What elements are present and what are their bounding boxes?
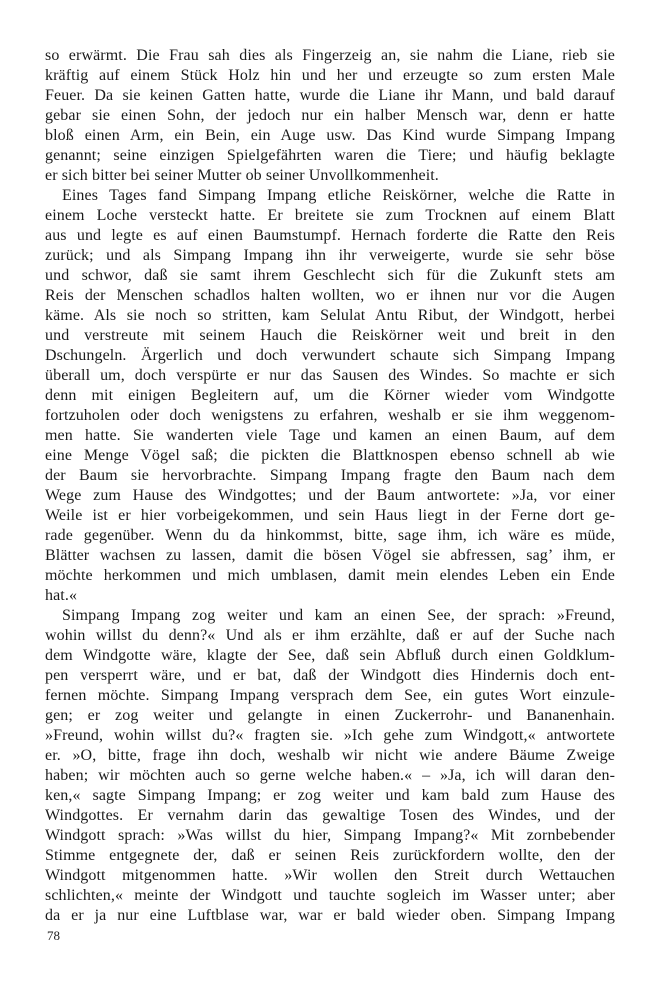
- text-line: Windgott mitgenommen hatte. »Wir wollen den Streit durch Wettauchen: [45, 867, 615, 884]
- text-line: Stimme entgegnete der, daß er seinen Reis zurückfordern wollte, den der: [45, 847, 615, 864]
- text-line: fortzuholen oder doch wenigstens zu erfahren, weshalb er sie ihm weggenom-: [45, 407, 615, 424]
- text-line: möchte herkommen und mich umblasen, damit mein elendes Leben ein Ende: [45, 567, 615, 584]
- text-line: Blätter wachsen zu lassen, damit die bösen Vögel sie abfressen, sag’ ihm, er: [45, 547, 615, 564]
- text-line: Dschungeln. Ärgerlich und doch verwundert schaute sich Simpang Impang: [45, 347, 615, 364]
- text-line: pen versperrt wäre, und er bat, daß der Windgott dies Hindernis doch ent-: [45, 667, 615, 684]
- text-line: rade gegenüber. Wenn du da hinkommst, bitte, sage ihm, ich wäre es müde,: [45, 527, 615, 544]
- text-line: gen; er zog weiter und gelangte in einen Zuckerrohr- und Bananenhain.: [45, 707, 615, 724]
- text-line: Wege zum Hause des Windgottes; und der Baum antwortete: »Ja, vor einer: [45, 487, 615, 504]
- text-line: gebar sie einen Sohn, der jedoch nur ein halber Mensch war, denn er hatte: [45, 107, 615, 124]
- text-line: einem Loche versteckt hatte. Er breitete sie zum Trocknen auf einem Blatt: [45, 207, 615, 224]
- text-line: der Baum sie hervorbrachte. Simpang Impang fragte den Baum nach dem: [45, 467, 615, 484]
- text-line: überall um, doch verspürte er nur das Sausen des Windes. So machte er sich: [45, 367, 615, 384]
- text-line: Eines Tages fand Simpang Impang etliche Reiskörner, welche die Ratte in: [62, 187, 615, 204]
- text-line: bloß einen Arm, ein Bein, ein Auge usw. Das Kind wurde Simpang Impang: [45, 127, 615, 144]
- text-line: schlichten,« meinte der Windgott und tauchte sogleich im Wasser unter; aber: [45, 887, 615, 904]
- text-line: er sich bitter bei seiner Mutter ob seiner Unvollkommenheit.: [45, 167, 439, 184]
- body-text: [45, 46, 615, 926]
- text-line: er. »O, bitte, frage ihn doch, weshalb wir nicht wie andere Bäume Zweige: [45, 747, 615, 764]
- text-line: und verstreute mit seinem Hauch die Reiskörner weit und breit in den: [45, 327, 615, 344]
- text-line: ken,« sagte Simpang Impang; er zog weiter und kam bald zum Hause des: [45, 787, 615, 804]
- text-line: und schwor, daß sie samt ihrem Geschlecht sich für die Zukunft stets am: [45, 267, 615, 284]
- text-line: käme. Als sie noch so stritten, kam Selulat Antu Ribut, der Windgott, herbei: [45, 307, 615, 324]
- text-line: wohin willst du denn?« Und als er ihm erzählte, daß er auf der Suche nach: [45, 627, 615, 644]
- text-line: zurück; und als Simpang Impang ihn ihr verweigerte, wurde sie sehr böse: [45, 247, 615, 264]
- text-line: denn mit einigen Begleitern auf, um die Körner wieder vom Windgotte: [45, 387, 615, 404]
- text-line: »Freund, wohin willst du?« fragten sie. »Ich gehe zum Windgott,« antwortete: [45, 727, 615, 744]
- text-line: hat.«: [45, 587, 78, 604]
- text-line: eine Menge Vögel saß; die pickten die Blattknospen ebenso schnell ab wie: [45, 447, 615, 464]
- text-line: Windgottes. Er vernahm darin das gewaltige Tosen des Windes, und der: [45, 807, 615, 824]
- text-line: Simpang Impang zog weiter und kam an einen See, der sprach: »Freund,: [62, 607, 615, 624]
- text-line: haben; wir möchten auch so gerne welche haben.« – »Ja, ich will daran den-: [45, 767, 615, 784]
- text-line: kräftig auf einem Stück Holz hin und her und erzeugte so zum ersten Male: [45, 67, 615, 84]
- text-line: dem Windgotte wäre, klagte der See, daß sein Abfluß durch einen Goldklum-: [45, 647, 615, 664]
- text-line: Feuer. Da sie keinen Gatten hatte, wurde die Liane ihr Mann, und bald darauf: [45, 87, 615, 104]
- text-line: fernen möchte. Simpang Impang versprach dem See, ein gutes Wort einzule-: [45, 687, 615, 704]
- text-line: Reis der Menschen schadlos halten wollten, wo er ihnen nur vor die Augen: [45, 287, 615, 304]
- text-line: men hatte. Sie wanderten viele Tage und kamen an einen Baum, auf dem: [45, 427, 615, 444]
- text-line: aus und legte es auf einen Baumstumpf. Hernach forderte die Ratte den Reis: [45, 227, 615, 244]
- text-line: so erwärmt. Die Frau sah dies als Fingerzeig an, sie nahm die Liane, rieb sie: [45, 47, 615, 64]
- page-number: 78: [47, 928, 60, 943]
- text-line: Weile ist er hier vorbeigekommen, und sein Haus liegt in der Ferne dort ge-: [45, 507, 615, 524]
- text-line: Windgott sprach: »Was willst du hier, Simpang Impang?« Mit zornbebender: [45, 827, 615, 844]
- text-line: da er ja nur eine Luftblase war, war er bald wieder oben. Simpang Impang: [45, 907, 615, 924]
- text-line: genannt; seine einzigen Spielgefährten waren die Tiere; und häufig beklagte: [45, 147, 615, 164]
